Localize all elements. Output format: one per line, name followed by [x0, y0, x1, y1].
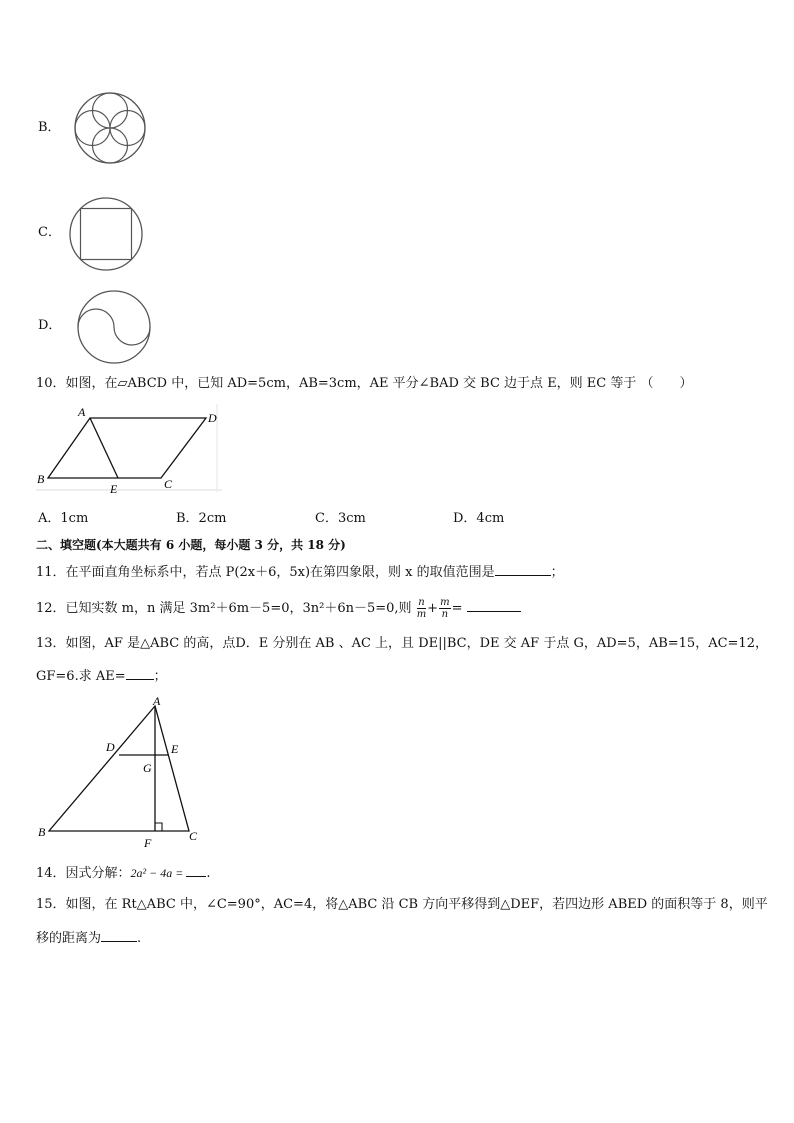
label-d: D	[208, 411, 217, 425]
q10-option-d: D．4cm	[453, 511, 505, 526]
q14-text: 14．因式分解：	[36, 866, 131, 881]
label-e: E	[110, 482, 118, 496]
q13-answer-blank	[126, 667, 154, 680]
q13-line2: GF=6.求 AE=	[36, 669, 126, 684]
q10-option-a: A．1cm	[38, 511, 89, 526]
q12-equals: =	[451, 601, 463, 616]
q14-answer-blank	[186, 864, 206, 877]
q11-tail: ；	[550, 565, 564, 580]
q15-line2-wrap	[36, 929, 141, 947]
q15-line2: 移的距离为	[36, 931, 102, 946]
label-b: B	[38, 825, 46, 839]
q11-answer-blank	[495, 563, 551, 576]
q15-answer-blank	[101, 929, 137, 942]
q10-option-b: B．2cm	[176, 511, 227, 526]
q12-plus: +	[427, 601, 439, 616]
label-f: F	[144, 836, 152, 850]
q11	[36, 563, 564, 581]
parallelogram-figure	[34, 404, 224, 496]
label-a: A	[78, 405, 86, 419]
q12-fraction-n-over-m: $\frac{n}{m}$	[416, 597, 427, 620]
q10-text: 10．如图，在▱ABCD 中，已知 AD=5cm，AB=3cm，AE 平分∠BAD 交 BC 边于点 E，则 EC 等于 （ ）	[36, 376, 693, 391]
q13-tail: ；	[153, 669, 167, 684]
q10-option-c: C．3cm	[315, 511, 366, 526]
option-b-letter: B．	[38, 120, 61, 135]
q11-text: 11．在平面直角坐标系中，若点 P(2x＋6，5x)在第四象限，则 x 的取值范围是	[36, 565, 495, 580]
four-petal-circle-figure	[73, 91, 147, 165]
label-c: C	[189, 829, 198, 843]
q12	[36, 597, 521, 620]
q13-line1: 13．如图，AF 是△ABC 的高，点D．E 分别在 AB 、AC 上，且 DE||BC，DE 交 AF 于点 G，AD=5，AB=15，AC=12，	[36, 636, 768, 651]
label-b: B	[37, 472, 45, 486]
triangle-abc-figure	[34, 692, 204, 852]
label-e: E	[171, 742, 179, 756]
label-a: A	[153, 694, 161, 708]
label-g: G	[143, 761, 152, 775]
option-c-letter: C．	[38, 225, 61, 240]
label-c: C	[164, 477, 173, 491]
yin-yang-circle-figure	[76, 289, 152, 365]
q12-text: 12．已知实数 m，n 满足 3m²＋6m－5=0，3n²＋6n－5=0,则	[36, 601, 412, 616]
q14-tail: .	[206, 866, 211, 881]
q12-fraction-m-over-n: $\frac{m}{n}$	[440, 597, 450, 620]
option-d-letter: D．	[38, 318, 62, 333]
square-in-circle-figure	[68, 196, 144, 272]
q12-answer-blank	[467, 599, 521, 612]
q13-line2-wrap	[36, 667, 167, 685]
q15-tail: .	[137, 931, 142, 946]
section-2-title: 二、填空题(本大题共有 6 小题，每小题 3 分，共 18 分)	[36, 538, 346, 552]
label-d: D	[106, 740, 115, 754]
q14	[36, 864, 210, 882]
q14-expression: 2a² − 4a =	[130, 866, 184, 880]
q15-line1: 15．如图，在 Rt△ABC 中，∠C=90°，AC=4，将△ABC 沿 CB 方向平移得到△DEF，若四边形 ABED 的面积等于 8，则平	[36, 897, 768, 912]
